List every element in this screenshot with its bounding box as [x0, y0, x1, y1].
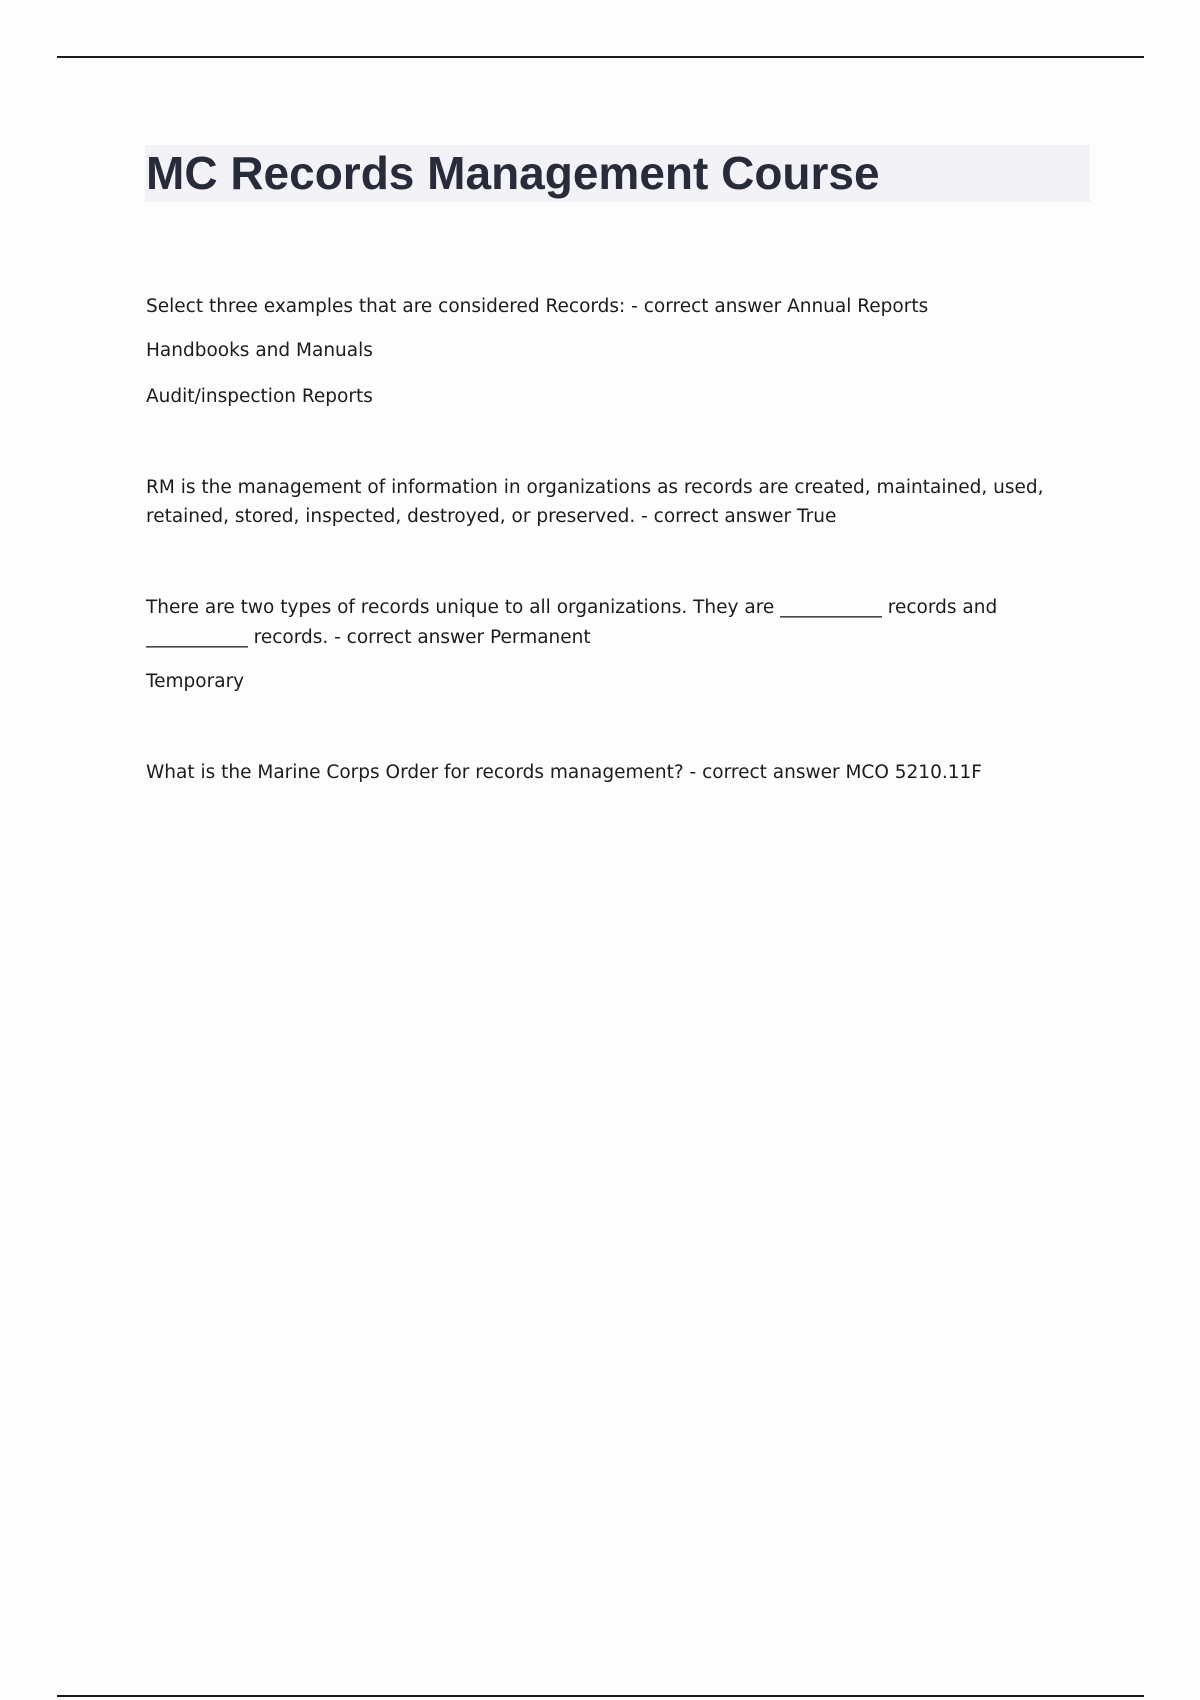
- question-1-line-1: Select three examples that are considered Records: - correct answer Annual Reports: [146, 296, 929, 317]
- page-title: MC Records Management Course: [146, 147, 880, 199]
- question-1-line-3: Audit/inspection Reports: [146, 386, 373, 407]
- question-2-line-1: RM is the management of information in organizations as records are created, maintained, used,: [146, 477, 1044, 498]
- question-3-line-2: ___________ records. - correct answer Permanent: [146, 627, 591, 648]
- bottom-divider: [57, 1695, 1144, 1697]
- question-1-line-2: Handbooks and Manuals: [146, 340, 373, 361]
- top-divider: [57, 56, 1144, 58]
- question-2-line-2: retained, stored, inspected, destroyed, or preserved. - correct answer True: [146, 506, 837, 527]
- question-4-line-1: What is the Marine Corps Order for records management? - correct answer MCO 5210.11F: [146, 762, 982, 783]
- question-3-line-3: Temporary: [146, 671, 245, 692]
- question-3-line-1: There are two types of records unique to all organizations. They are ___________ records and: [146, 597, 998, 618]
